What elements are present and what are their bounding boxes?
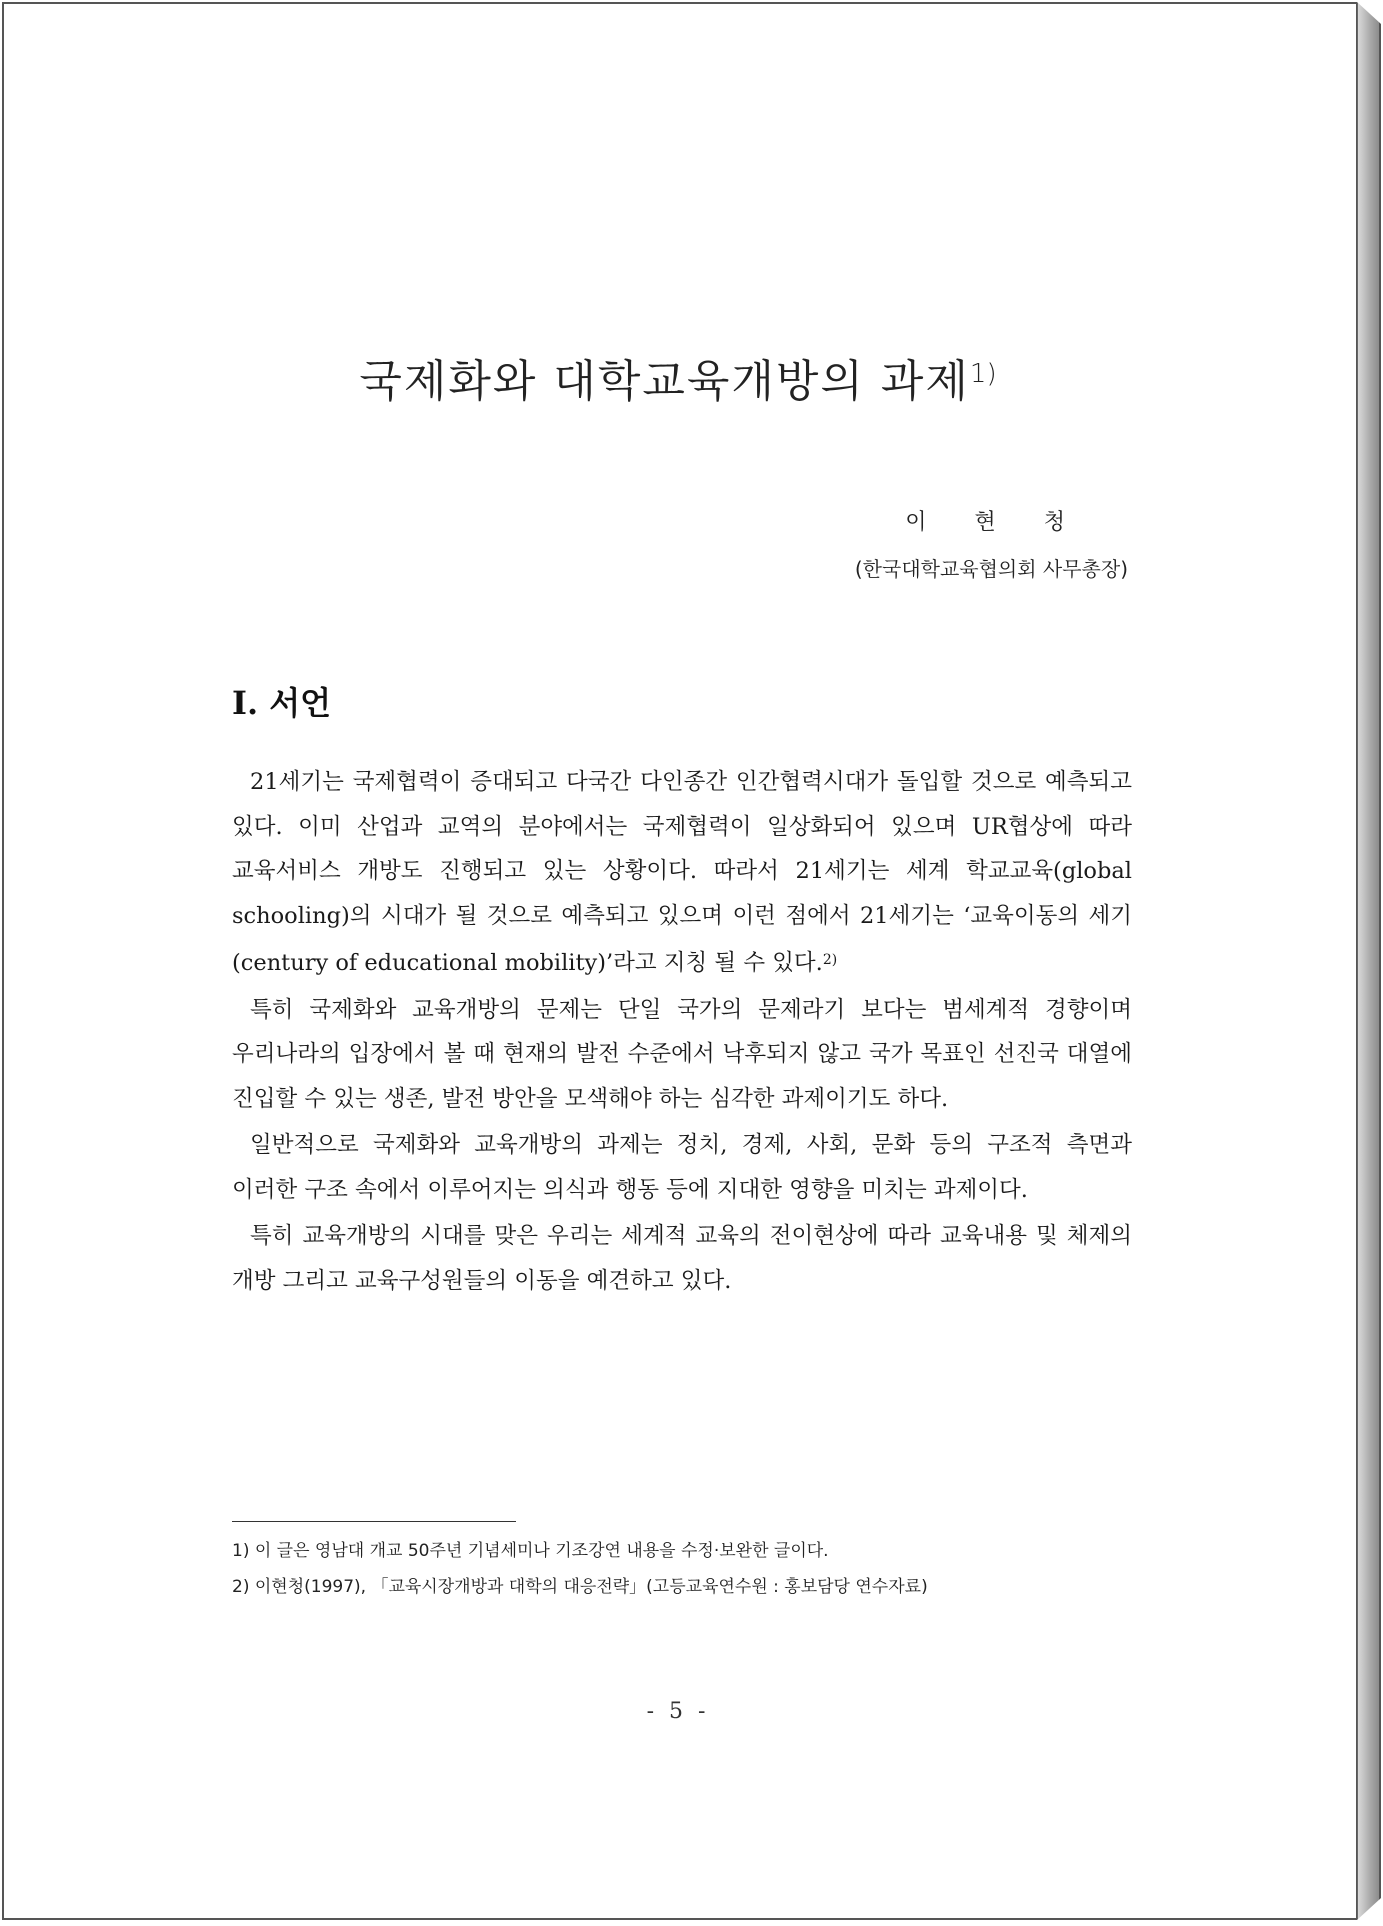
paragraph-footnote-mark[interactable]: 2): [822, 952, 838, 968]
page-curl-bottom-corner: [1357, 1898, 1381, 1920]
paragraph-text: 특히 국제화와 교육개방의 문제는 단일 국가의 문제라기 보다는 범세계적 경향이며 우리나라의 입장에서 볼 때 현재의 발전 수준에서 낙후되지 않고 국가 목표인 선진국 대열에 진입할 수 있는 생존, 발전 방안을 모색해야 하는 심각한 과제이기도 하다.: [232, 996, 1132, 1112]
footnote-1: 1) 이 글은 영남대 개교 50주년 기념세미나 기조강연 내용을 수정·보완한 글이다.: [232, 1541, 829, 1561]
section-heading: Ⅰ. 서언: [232, 684, 332, 722]
page-curl-top-corner: [1357, 2, 1381, 24]
page-curl-edge: [1357, 2, 1381, 1920]
paragraph: [232, 988, 1132, 1122]
document-title: [0, 345, 1356, 409]
body-text: [232, 760, 1132, 1305]
document-title-text: 국제화와 대학교육개방의 과제: [359, 356, 970, 407]
author-affiliation: (한국대학교육협의회 사무총장): [854, 557, 1128, 581]
footnote-2: 2) 이현청(1997), 「교육시장개방과 대학의 대응전략」(고등교육연수원 : 홍보담당 연수자료): [232, 1577, 928, 1597]
paragraph-text: 일반적으로 국제화와 교육개방의 과제는 정치, 경제, 사회, 문화 등의 구조적 측면과 이러한 구조 속에서 이루어지는 의식과 행동 등에 지대한 영향을 미치는 과제이다.: [232, 1132, 1132, 1203]
footnote-divider: [232, 1521, 516, 1522]
paragraph: [232, 1214, 1132, 1303]
paragraph-text: 21세기는 국제협력이 증대되고 다국간 다인종간 인간협력시대가 돌입할 것으로 예측되고 있다. 이미 산업과 교역의 분야에서는 국제협력이 일상화되어 있으며 UR협상에 따라 교육서비스 개방도 진행되고 있는 상황이다. 따라서 21세기는 세계 학교교육(global schooling)의 시대가 될 것으로 예측되고 있으며 이런 점에서 21세기는 ‘교육이동의 세기(century of educational mobility)’라고 지칭 될 수 있다.: [232, 769, 1132, 976]
title-footnote-mark[interactable]: 1): [969, 359, 997, 389]
page-number: - 5 -: [646, 1699, 710, 1724]
footnotes: [232, 1533, 1132, 1605]
paragraph-text: 특히 교육개방의 시대를 맞은 우리는 세계적 교육의 전이현상에 따라 교육내용 및 체제의 개방 그리고 교육구성원들의 이동을 예견하고 있다.: [232, 1223, 1132, 1294]
paragraph: [232, 1123, 1132, 1212]
author-name: 이현청: [905, 510, 1113, 535]
paragraph: [232, 760, 1132, 986]
